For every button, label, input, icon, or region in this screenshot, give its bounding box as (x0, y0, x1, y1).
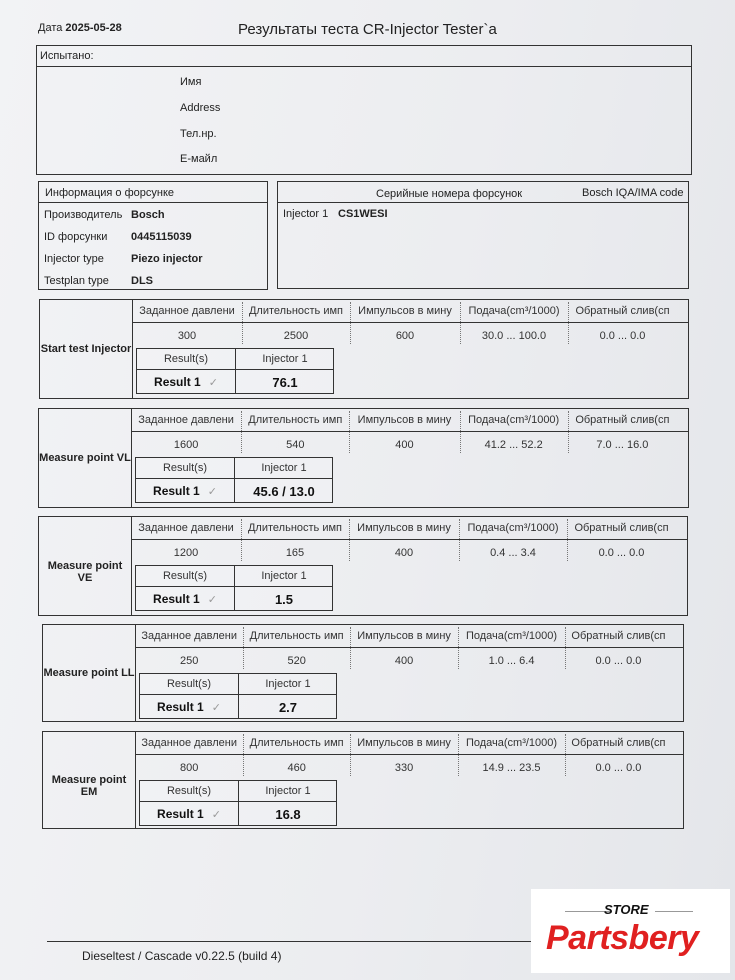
name-field-label: Имя (180, 76, 202, 88)
result-table (139, 780, 337, 826)
injector-header: Injector 1 (261, 570, 307, 582)
test-value: 330 (394, 762, 414, 774)
column-header: Подача(cm³/1000) (468, 305, 560, 317)
test-block (42, 624, 684, 722)
injector-header: Injector 1 (262, 353, 308, 365)
column-header: Подача(cm³/1000) (465, 630, 558, 642)
test-value: 0.4 ... 3.4 (490, 547, 536, 559)
injector-header: Injector 1 (261, 462, 307, 474)
results-header: Result(s) (162, 462, 207, 474)
result-value: 1.5 (274, 592, 294, 607)
results-header: Result(s) (163, 353, 208, 365)
results-header: Result(s) (166, 678, 211, 690)
phone-field-label: Тел.нр. (180, 128, 217, 140)
report-title: Результаты теста CR-Injector Tester`a (238, 21, 497, 38)
address-field-label: Address (180, 102, 221, 114)
test-value: 1600 (173, 439, 199, 451)
test-value: 0.0 ... 0.0 (598, 547, 645, 559)
column-header: Обратный слив(сп (574, 522, 669, 534)
injector-header: Injector 1 (265, 785, 311, 797)
result-row-label: Result 1 ✓ (153, 484, 217, 498)
injector-type-value: Piezo injector (131, 253, 203, 265)
test-name: Start test Injector (40, 343, 132, 355)
serials-section (277, 181, 689, 289)
footer-divider (47, 941, 537, 942)
test-value: 600 (395, 330, 415, 342)
check-icon: ✓ (207, 486, 217, 498)
test-block (38, 408, 689, 508)
result-row-label: Result 1 ✓ (157, 807, 221, 821)
column-header: Обратный слив(сп (571, 630, 666, 642)
injector-id-label: ID форсунки (44, 231, 108, 243)
column-header: Импульсов в мину (357, 522, 451, 534)
results-header: Result(s) (162, 570, 207, 582)
testplan-type-value: DLS (131, 275, 153, 287)
column-header: Заданное давлени (141, 630, 238, 642)
manufacturer-value: Bosch (131, 209, 165, 221)
test-name: Measure point VE (47, 560, 123, 584)
result-value: 45.6 / 13.0 (253, 484, 315, 499)
test-value: 520 (287, 655, 306, 667)
injector-info-title: Информация о форсунке (45, 187, 174, 199)
column-header: Длительность имп (248, 305, 343, 317)
logo-brand-text: Partsbery (546, 919, 699, 957)
test-name: Measure point EM (51, 774, 127, 798)
test-value: 540 (286, 439, 305, 451)
result-value: 76.1 (272, 375, 298, 390)
result-table (139, 673, 337, 719)
column-header: Обратный слив(сп (575, 305, 670, 317)
test-value: 0.0 ... 0.0 (595, 762, 642, 774)
test-value: 400 (394, 655, 414, 667)
result-table (136, 348, 334, 394)
test-value: 165 (285, 547, 305, 559)
injector-id-value: 0445115039 (131, 231, 192, 243)
column-header: Обратный слив(сп (571, 737, 666, 749)
results-header: Result(s) (166, 785, 211, 797)
result-row-label: Result 1 ✓ (153, 592, 217, 606)
test-value: 30.0 ... 100.0 (481, 330, 547, 342)
column-header: Импульсов в мину (357, 630, 451, 642)
result-row-label: Result 1 ✓ (154, 375, 218, 389)
test-value: 7.0 ... 16.0 (596, 439, 649, 451)
test-value: 250 (180, 655, 199, 667)
column-header: Подача(cm³/1000) (468, 414, 560, 426)
test-name: Measure point LL (43, 667, 135, 679)
test-value: 400 (394, 547, 414, 559)
check-icon: ✓ (207, 594, 217, 606)
check-icon: ✓ (208, 377, 218, 389)
column-header: Обратный слив(сп (575, 414, 670, 426)
test-block (42, 731, 684, 829)
partsbery-logo (531, 889, 730, 973)
column-header: Заданное давлени (138, 522, 234, 534)
result-row-label: Result 1 ✓ (157, 700, 221, 714)
report-date: Дата 2025-05-28 (38, 22, 122, 34)
serials-title: Серийные номера форсунок (376, 188, 523, 200)
test-value: 800 (180, 762, 199, 774)
serial-injector-label: Injector 1 (283, 208, 329, 220)
check-icon: ✓ (211, 702, 221, 714)
test-value: 460 (287, 762, 306, 774)
column-header: Подача(cm³/1000) (467, 522, 559, 534)
serial-injector-value: CS1WESI (338, 208, 388, 220)
test-value: 0.0 ... 0.0 (595, 655, 642, 667)
test-value: 2500 (283, 330, 309, 342)
column-header: Импульсов в мину (357, 737, 451, 749)
column-header: Длительность имп (247, 522, 342, 534)
test-name: Measure point VL (39, 452, 131, 464)
email-field-label: Е-майл (180, 153, 218, 165)
test-value: 400 (395, 439, 414, 451)
software-version: Dieseltest / Cascade v0.22.5 (build 4) (82, 949, 282, 963)
test-block (39, 299, 689, 399)
check-icon: ✓ (211, 809, 221, 821)
column-header: Заданное давлени (141, 737, 238, 749)
result-table (135, 565, 333, 611)
test-value: 41.2 ... 52.2 (484, 439, 543, 451)
column-header: Заданное давлени (138, 414, 234, 426)
injector-type-label: Injector type (44, 253, 104, 265)
column-header: Длительность имп (249, 737, 344, 749)
bosch-code-header: Bosch IQA/IMA code (582, 187, 684, 199)
test-value: 14.9 ... 23.5 (482, 762, 541, 774)
result-value: 2.7 (278, 700, 298, 715)
manufacturer-label: Производитель (44, 209, 123, 221)
column-header: Длительность имп (248, 414, 343, 426)
test-value: 0.0 ... 0.0 (599, 330, 646, 342)
column-header: Подача(cm³/1000) (465, 737, 558, 749)
logo-store-text: STORE (604, 902, 649, 917)
injector-header: Injector 1 (265, 678, 311, 690)
column-header: Заданное давлени (139, 305, 235, 317)
result-value: 16.8 (275, 807, 301, 822)
tested-section (36, 45, 692, 175)
column-header: Длительность имп (249, 630, 344, 642)
test-value: 1200 (173, 547, 199, 559)
tested-label: Испытано: (40, 50, 94, 62)
column-header: Импульсов в мину (358, 305, 452, 317)
test-value: 1.0 ... 6.4 (488, 655, 535, 667)
test-value: 300 (177, 330, 197, 342)
column-header: Импульсов в мину (357, 414, 452, 426)
injector-info-section (38, 181, 268, 290)
testplan-type-label: Testplan type (44, 275, 109, 287)
test-block (38, 516, 688, 616)
result-table (135, 457, 333, 503)
